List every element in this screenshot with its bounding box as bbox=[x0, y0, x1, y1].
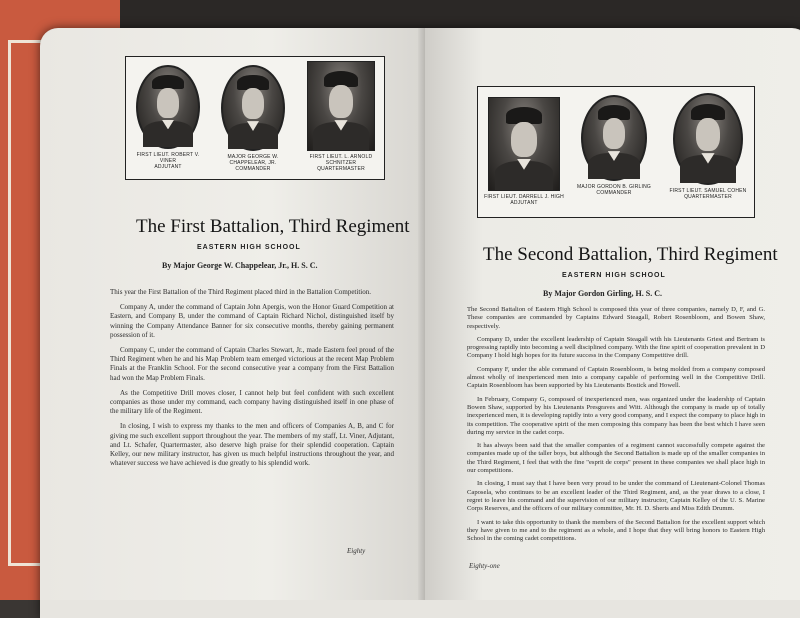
officer-role: COMMANDER bbox=[235, 166, 271, 172]
article-byline: By Major Gordon Girling, H. S. C. bbox=[543, 289, 662, 298]
officer-portrait bbox=[132, 65, 204, 170]
officer-name: FIRST LIEUT. SAMUEL COHEN bbox=[669, 188, 747, 194]
officer-portrait bbox=[214, 65, 292, 172]
article-title: The Second Battalion, Third Regiment bbox=[483, 244, 778, 265]
officer-portrait bbox=[576, 95, 652, 196]
officer-photo bbox=[136, 65, 200, 149]
paragraph: Company C, under the command of Captain Charles Stewart, Jr., made Eastern feel proud of the Third Regiment when he and his Map Problem team emerged victorious at the recent Map Problem Finals at the Franklin School. For the second consecutive year a company from the First Battalion had won the Map Problem Finals. bbox=[110, 346, 394, 382]
officer-photo bbox=[581, 95, 647, 181]
paragraph: The Second Battalion of Eastern High School is composed this year of three companies, namely D, F, and G. These companies are commanded by Captains Edward Steagall, Robert Rosenbloom, and Bowen Shaw, respectively. bbox=[467, 306, 765, 330]
officer-role: QUARTERMASTER bbox=[684, 194, 732, 200]
officer-photo bbox=[221, 65, 285, 151]
paragraph: In closing, I wish to express my thanks to the men and officers of Companies A, B, and C for giving me such excellent support throughout the year. The members of my staff, Lt. Viner, Adjutant, and Lt. Schafer, Quartermaster, also deserve high praise for their splendid cooperation. Captain Kelley, our new military instructor, has given us much helpful instructions throughout the year, and whatever success we have achieved is due greatly to his splendid work. bbox=[110, 422, 394, 468]
officer-role: ADJUTANT bbox=[510, 200, 538, 206]
officer-name: MAJOR GEORGE W. CHAPPELEAR, JR. bbox=[227, 154, 279, 166]
paragraph: Company F, under the able command of Captain Rosenbloom, is being molded from a company composed almost wholly of inexperienced men into a company capable of performing well in the Competitive Drill. Captain Rosenbloom has been supported by his Lieutenants Bostick and Howell. bbox=[467, 365, 765, 390]
officer-name: FIRST LIEUT. ROBERT V. VINER bbox=[136, 152, 200, 164]
left-page bbox=[40, 28, 425, 600]
paragraph: Company A, under the command of Captain John Apergis, won the Honor Guard Competition at Eastern, and Company B, under the command of Captain Richard Nichol, distinguished itself by winning the Company Attendance Banner for six consecutive months, thereby gaining permanent possession of it. bbox=[110, 303, 394, 339]
right-page bbox=[425, 28, 800, 600]
officer-name: FIRST LIEUT. DARRELL J. HIGH bbox=[484, 194, 564, 200]
paragraph: As the Competitive Drill moves closer, I cannot help but feel confident with such excellent companies as those under my command, each company having distinguished itself in one phase of the military life of the Regiment. bbox=[110, 388, 394, 416]
article-title: The First Battalion, Third Regiment bbox=[136, 216, 410, 237]
page-number: Eighty-one bbox=[469, 562, 500, 570]
officer-role: QUARTERMASTER bbox=[317, 166, 365, 172]
open-yearbook bbox=[40, 28, 800, 618]
officer-photos-right bbox=[477, 86, 755, 218]
officer-role: ADJUTANT bbox=[154, 164, 182, 170]
paragraph: In closing, I must say that I have been very proud to be under the command of Lieutenant-Colonel Thomas Caposela, who continues to be an excellent leader of the Third Regiment, and, as the year draws to a close, I regret to leave his command and the supervision of our military instructor, Captain Kelley of the U. S. Marine Corps Reserves, and the officers of our military committee, Mr. H. D. Sherts and Miss Edith Drumm. bbox=[467, 480, 765, 513]
officer-portrait bbox=[484, 97, 564, 206]
officer-name: MAJOR GORDON B. GIRLING bbox=[576, 184, 652, 190]
officer-photo bbox=[488, 97, 560, 191]
officer-portrait bbox=[668, 93, 748, 200]
officer-role: COMMANDER bbox=[596, 190, 632, 196]
officer-photo bbox=[673, 93, 743, 185]
paragraph: I want to take this opportunity to thank the members of the Second Battalion for the excellent support which they have given to me and to the regiment as a whole, and I hope that they will bring honors to Eastern High School in the coming cadet competitions. bbox=[467, 518, 765, 543]
officer-portrait bbox=[302, 61, 380, 172]
officer-photos-left bbox=[125, 56, 385, 180]
paragraph: This year the First Battalion of the Third Regiment placed third in the Battalion Competition. bbox=[110, 288, 371, 296]
school-name: EASTERN HIGH SCHOOL bbox=[197, 244, 301, 251]
school-name: EASTERN HIGH SCHOOL bbox=[562, 272, 666, 279]
article-body bbox=[110, 288, 394, 474]
paragraph: In February, Company G, composed of inexperienced men, was organized under the leadership of Captain Bowen Shaw, supported by his Lieutenants Presgraves and Witt. Although the company is made up of totally inexperienced men, it is developing rapidly into a very good company, and I expect the company to place high in its competition. The cooperative spirit of the men composing this company has been the best which I have seen during my service in the cadet corps. bbox=[467, 395, 765, 436]
officer-photo bbox=[307, 61, 375, 151]
article-body bbox=[467, 306, 765, 546]
paragraph: It has always been said that the smaller companies of a regiment cannot successfully compete against the companies made up of the taller boys, but although the Second Battalion is made up of the smaller companies in the Third Regiment, I feel that with the fine "esprit de corps" present in these companies we shall place high in our competitions. bbox=[467, 442, 765, 475]
page-number: Eighty bbox=[347, 547, 366, 555]
article-byline: By Major George W. Chappelear, Jr., H. S. C. bbox=[162, 261, 318, 270]
paragraph: Company D, under the excellent leadership of Captain Steagall with his Lieutenants Griest and Bertram is progressing rapidly into becoming a well disciplined company. With the fine spirit of cooperation prevalent in D Company I hold high hopes for its future success in the Company Competitive drill. bbox=[467, 335, 765, 360]
officer-name: FIRST LIEUT. L. ARNOLD SCHNITZER bbox=[309, 154, 373, 166]
